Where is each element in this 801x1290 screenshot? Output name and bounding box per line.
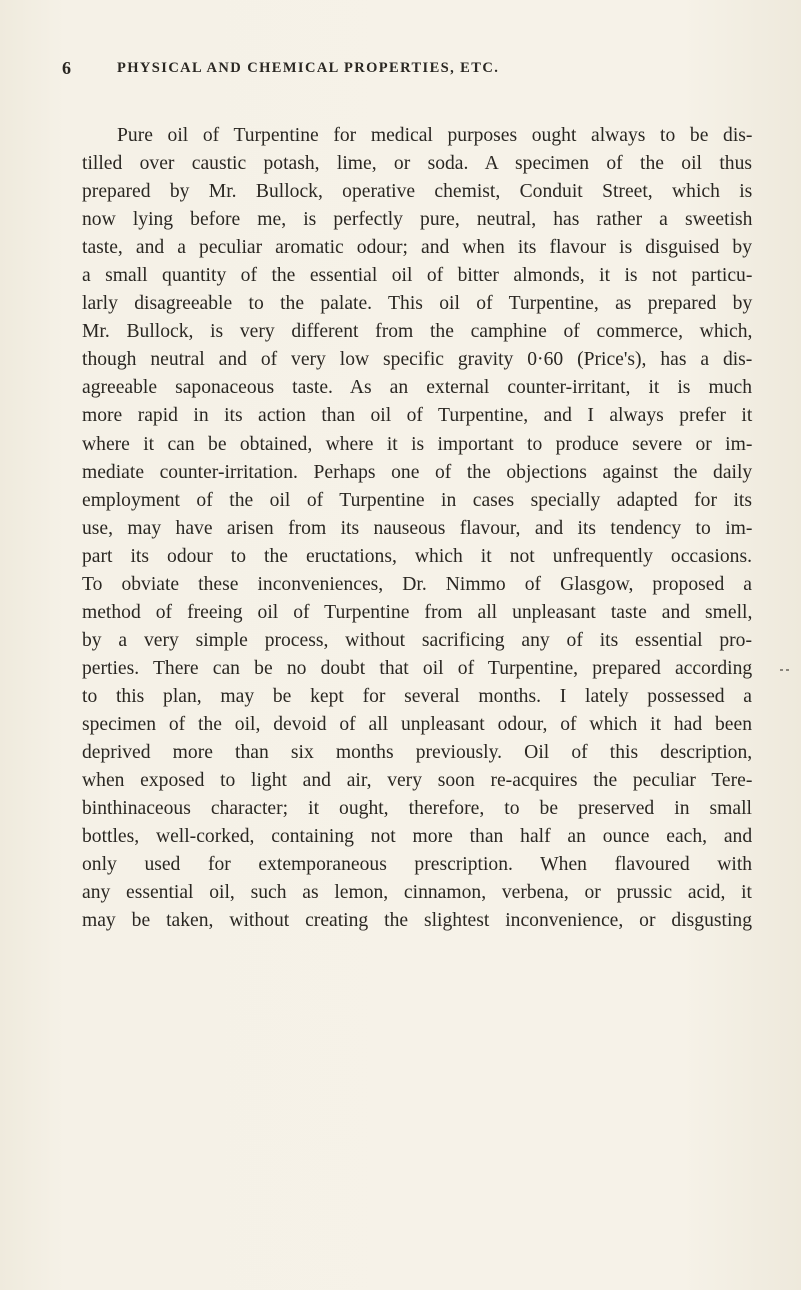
page-number: 6: [62, 58, 72, 78]
text-line: specimen of the oil, devoid of all unpleasant odour, of which it had been: [82, 713, 752, 735]
text-line: more rapid in its action than oil of Turpentine, and I always prefer it: [82, 405, 753, 427]
text-line: use, may have arisen from its nauseous flavour, and its tendency to im-: [82, 517, 753, 539]
text-line: perties. There can be no doubt that oil of Turpentine, prepared according: [82, 657, 753, 679]
text-line: bottles, well-corked, containing not more than half an ounce each, and: [82, 826, 753, 848]
text-line: part its odour to the eructations, which it not unfrequently occasions.: [82, 545, 752, 567]
text-line: prepared by Mr. Bullock, operative chemist, Conduit Street, which is: [82, 181, 753, 203]
text-line: Pure oil of Turpentine for medical purposes ought always to be dis-: [117, 125, 753, 146]
text-line: a small quantity of the essential oil of bitter almonds, it is not particu-: [82, 265, 753, 287]
text-line: Mr. Bullock, is very different from the camphine of commerce, which,: [82, 321, 753, 343]
text-line: any essential oil, such as lemon, cinnamon, verbena, or prussic acid, it: [82, 882, 752, 904]
text-line: mediate counter-irritation. Perhaps one of the objections against the daily: [82, 461, 753, 483]
text-line: when exposed to light and air, very soon re-acquires the peculiar Tere-: [82, 770, 753, 792]
text-line: only used for extemporaneous prescription. When flavoured with: [82, 854, 753, 876]
text-line: To obviate these inconveniences, Dr. Nimmo of Glasgow, proposed a: [82, 573, 752, 595]
text-line: larly disagreeable to the palate. This oil of Turpentine, as prepared by: [82, 293, 753, 315]
text-line: agreeable saponaceous taste. As an external counter-irritant, it is much: [82, 377, 752, 399]
text-line: now lying before me, is perfectly pure, neutral, has rather a sweetish: [82, 209, 753, 231]
text-line: tilled over caustic potash, lime, or soda. A specimen of the oil thus: [82, 153, 752, 175]
text-line: to this plan, may be kept for several months. I lately possessed a: [82, 685, 752, 707]
page-header: [62, 58, 752, 84]
text-line: where it can be obtained, where it is important to produce severe or im-: [82, 433, 753, 455]
text-line: method of freeing oil of Turpentine from all unpleasant taste and smell,: [82, 601, 753, 623]
margin-mark: [780, 669, 792, 671]
body-paragraph: [82, 122, 752, 935]
text-line: by a very simple process, without sacrificing any of its essential pro-: [82, 629, 752, 651]
text-line: though neutral and of very low specific gravity 0·60 (Price's), has a dis-: [82, 349, 753, 371]
text-line: taste, and a peculiar aromatic odour; and when its flavour is disguised by: [82, 237, 752, 259]
text-line: deprived more than six months previously. Oil of this description,: [82, 742, 753, 764]
text-line: employment of the oil of Turpentine in cases specially adapted for its: [82, 489, 752, 511]
text-line: binthinaceous character; it ought, therefore, to be preserved in small: [82, 798, 752, 820]
text-line: may be taken, without creating the slightest inconvenience, or disgusting: [82, 910, 752, 932]
running-head: PHYSICAL AND CHEMICAL PROPERTIES, ETC.: [117, 60, 500, 76]
